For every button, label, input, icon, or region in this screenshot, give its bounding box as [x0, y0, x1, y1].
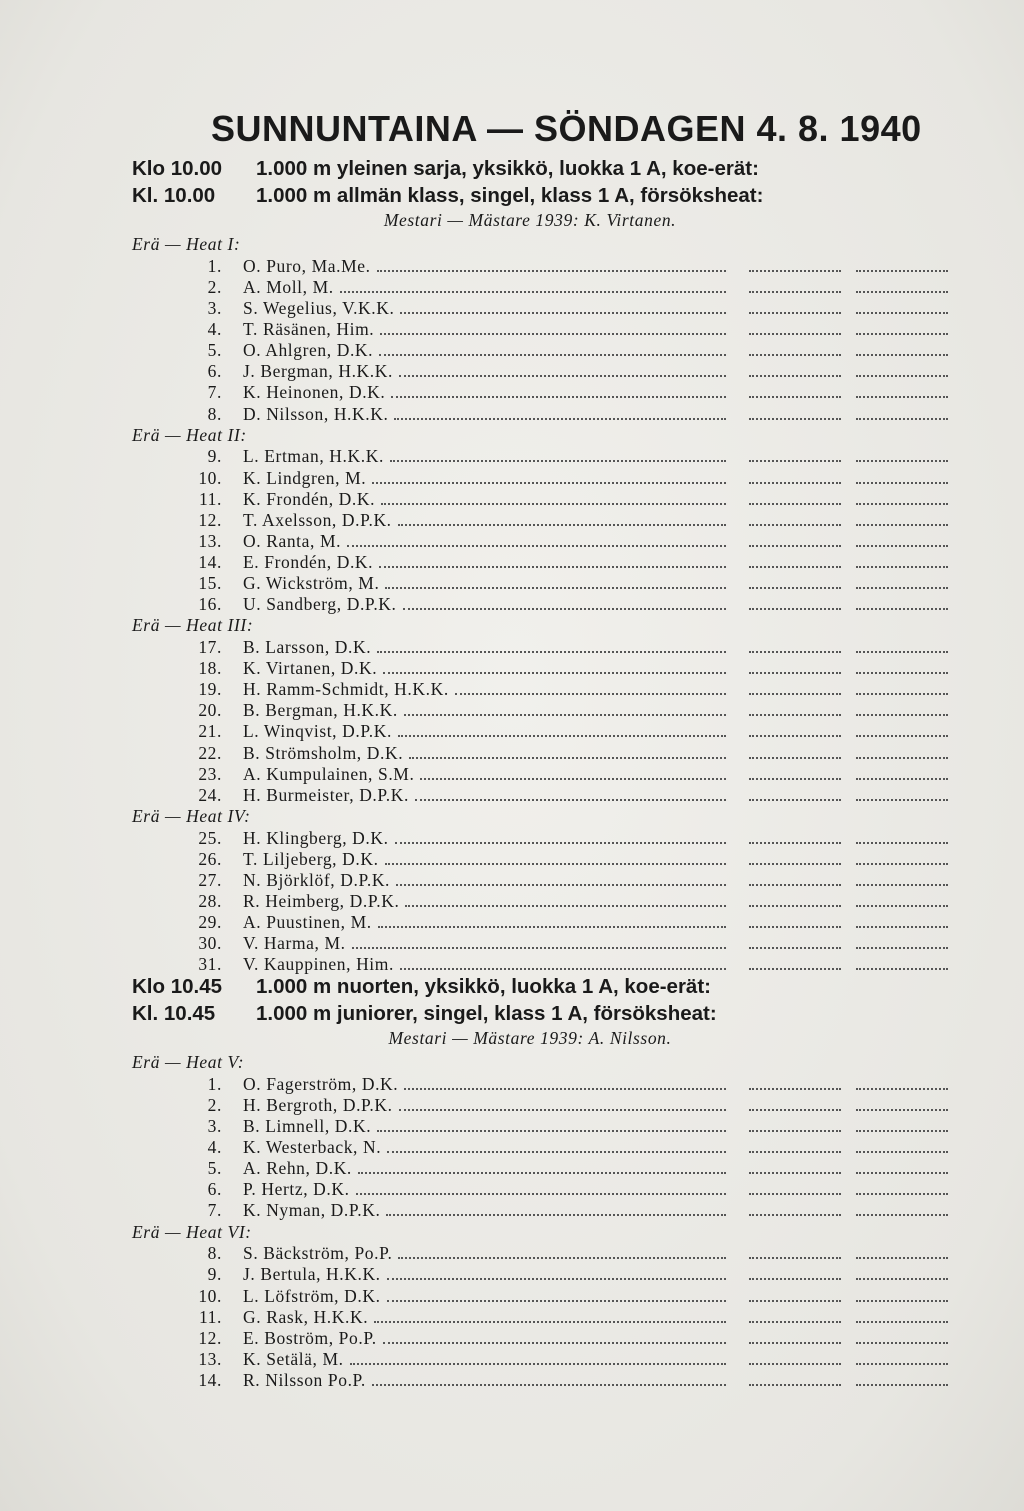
leader-dots: [379, 566, 726, 568]
leader-dots: [381, 503, 726, 505]
entry-name: J. Bertula, H.K.K.: [243, 1264, 381, 1285]
result-field: [856, 1278, 948, 1280]
result-field: [856, 608, 948, 610]
entry-row: [0, 1116, 1024, 1136]
entry-name: B. Bergman, H.K.K.: [243, 700, 398, 721]
entry-name: B. Limnell, D.K.: [243, 1116, 372, 1136]
entry-name: P. Hertz, D.K.: [243, 1179, 350, 1200]
entry-number: 8.: [207, 1243, 222, 1264]
entry-name: L. Winqvist, D.P.K.: [243, 721, 392, 742]
entry-name: R. Nilsson Po.P.: [243, 1369, 366, 1390]
entry-name: S. Wegelius, V.K.K.: [243, 298, 395, 318]
event-time-sv: Kl. 10.00: [132, 184, 216, 207]
entry-number: 24.: [198, 784, 222, 805]
leader-dots: [356, 1193, 726, 1195]
entry-name: K. Westerback, N.: [243, 1137, 382, 1158]
result-field: [749, 1151, 841, 1153]
result-field: [856, 1300, 948, 1302]
result-field: [749, 460, 841, 462]
event-time-fi: Klo 10.00: [132, 157, 223, 180]
entry-name: T. Axelsson, D.P.K.: [243, 509, 392, 530]
result-field: [856, 1342, 948, 1344]
result-field: [749, 1172, 841, 1174]
result-field: [749, 312, 841, 314]
result-field: [749, 1109, 841, 1111]
result-field: [856, 1384, 948, 1386]
entry-row: [0, 658, 1024, 678]
result-field: [856, 735, 948, 737]
leader-dots: [387, 1151, 726, 1153]
leader-dots: [350, 1363, 726, 1365]
result-field: [749, 842, 841, 844]
result-field: [856, 714, 948, 716]
result-field: [749, 799, 841, 801]
leader-dots: [347, 545, 726, 547]
entry-number: 15.: [198, 573, 222, 593]
entry-name: G. Rask, H.K.K.: [243, 1306, 369, 1327]
result-field: [749, 672, 841, 674]
entry-number: 6.: [207, 1179, 222, 1200]
leader-dots: [404, 714, 726, 716]
entry-number: 9.: [207, 446, 222, 467]
result-field: [749, 1300, 841, 1302]
entry-row: [0, 404, 1024, 424]
leader-dots: [380, 333, 726, 335]
entry-row: [0, 340, 1024, 360]
result-field: [749, 418, 841, 420]
entry-number: 5.: [207, 1158, 222, 1179]
leader-dots: [358, 1172, 726, 1174]
entry-number: 13.: [198, 1348, 222, 1369]
entry-number: 2.: [207, 1094, 222, 1115]
result-field: [749, 396, 841, 398]
entry-row: [0, 849, 1024, 869]
result-field: [749, 863, 841, 865]
entry-row: [0, 764, 1024, 784]
entry-number: 7.: [207, 1200, 222, 1221]
entry-name: V. Kauppinen, Him.: [243, 954, 394, 975]
heat-label: Erä — Heat V:: [132, 1052, 245, 1072]
entry-number: 16.: [198, 594, 222, 615]
leader-dots: [404, 1088, 726, 1090]
entry-row: [0, 891, 1024, 911]
result-field: [856, 884, 948, 886]
entry-row: [0, 573, 1024, 593]
event-title-fi: 1.000 m nuorten, yksikkö, luokka 1 A, koe-erät:: [256, 975, 711, 998]
result-field: [749, 1278, 841, 1280]
result-field: [749, 524, 841, 526]
entry-number: 22.: [198, 742, 222, 763]
result-field: [749, 503, 841, 505]
result-field: [856, 418, 948, 420]
entry-row: [0, 954, 1024, 974]
entry-number: 23.: [198, 763, 222, 784]
result-field: [749, 968, 841, 970]
result-field: [749, 1088, 841, 1090]
leader-dots: [403, 608, 726, 610]
leader-dots: [340, 291, 726, 293]
entry-row: [0, 1286, 1024, 1306]
result-field: [749, 651, 841, 653]
entry-row: [0, 319, 1024, 339]
result-field: [856, 1257, 948, 1259]
leader-dots: [400, 312, 726, 314]
leader-dots: [394, 418, 726, 420]
entry-name: S. Bäckström, Po.P.: [243, 1243, 393, 1264]
leader-dots: [385, 863, 726, 865]
entry-row: [0, 446, 1024, 466]
entry-row: [0, 743, 1024, 763]
heat-label: Erä — Heat I:: [132, 234, 241, 254]
entry-name: B. Strömsholm, D.K.: [243, 742, 404, 763]
result-field: [749, 778, 841, 780]
result-field: [856, 312, 948, 314]
result-field: [749, 1130, 841, 1132]
entry-number: 5.: [207, 340, 222, 361]
result-field: [749, 757, 841, 759]
result-field: [749, 545, 841, 547]
leader-dots: [399, 1109, 726, 1111]
entry-row: [0, 1370, 1024, 1390]
leader-dots: [387, 1300, 726, 1302]
result-field: [749, 1214, 841, 1216]
leader-dots: [395, 842, 726, 844]
entry-number: 9.: [207, 1264, 222, 1285]
entry-number: 14.: [198, 551, 222, 572]
entry-number: 20.: [198, 700, 222, 721]
entry-name: K. Setälä, M.: [243, 1348, 344, 1369]
result-field: [856, 863, 948, 865]
result-field: [856, 799, 948, 801]
entry-number: 25.: [198, 827, 222, 848]
result-field: [749, 375, 841, 377]
entry-row: [0, 277, 1024, 297]
entry-name: K. Virtanen, D.K.: [243, 658, 378, 679]
result-field: [749, 291, 841, 293]
result-field: [749, 1321, 841, 1323]
event-time-sv: Kl. 10.45: [132, 1002, 216, 1025]
result-field: [856, 1088, 948, 1090]
entry-row: [0, 1179, 1024, 1199]
entry-number: 4.: [207, 1137, 222, 1158]
leader-dots: [378, 926, 726, 928]
entry-number: 1.: [207, 1073, 222, 1094]
entry-name: L. Löfström, D.K.: [243, 1285, 381, 1306]
entry-row: [0, 785, 1024, 805]
entry-row: [0, 552, 1024, 572]
leader-dots: [420, 778, 726, 780]
entry-row: [0, 468, 1024, 488]
result-field: [856, 905, 948, 907]
heat-label: Erä — Heat III:: [132, 615, 254, 636]
entry-name: K. Frondén, D.K.: [243, 488, 376, 509]
result-field: [856, 270, 948, 272]
page-title: SUNNUNTAINA — SÖNDAGEN 4. 8. 1940: [211, 108, 922, 149]
entry-name: D. Nilsson, H.K.K.: [243, 403, 389, 424]
entry-name: H. Ramm-Schmidt, H.K.K.: [243, 679, 449, 700]
entry-row: [0, 870, 1024, 890]
result-field: [856, 1151, 948, 1153]
leader-dots: [377, 651, 726, 653]
entry-number: 8.: [207, 403, 222, 424]
entry-name: L. Ertman, H.K.K.: [243, 446, 384, 467]
leader-dots: [455, 693, 726, 695]
entry-name: V. Harma, M.: [243, 933, 346, 954]
entry-name: T. Räsänen, Him.: [243, 319, 375, 340]
entry-number: 26.: [198, 848, 222, 869]
entry-name: U. Sandberg, D.P.K.: [243, 594, 397, 615]
result-field: [749, 884, 841, 886]
result-field: [749, 1363, 841, 1365]
leader-dots: [398, 524, 726, 526]
leader-dots: [398, 735, 726, 737]
entry-row: [0, 1264, 1024, 1284]
entry-row: [0, 637, 1024, 657]
entry-row: [0, 361, 1024, 381]
result-field: [749, 926, 841, 928]
result-field: [856, 842, 948, 844]
entry-name: O. Ranta, M.: [243, 530, 342, 551]
entry-name: O. Puro, Ma.Me.: [243, 255, 371, 276]
result-field: [856, 651, 948, 653]
leader-dots: [396, 884, 726, 886]
entry-row: [0, 721, 1024, 741]
entry-row: [0, 933, 1024, 953]
entry-row: [0, 531, 1024, 551]
entry-name: K. Heinonen, D.K.: [243, 382, 386, 403]
entry-name: E. Frondén, D.K.: [243, 551, 374, 572]
entry-row: [0, 1243, 1024, 1263]
result-field: [856, 566, 948, 568]
event-title-sv: 1.000 m juniorer, singel, klass 1 A, försöksheat:: [256, 1002, 717, 1025]
champion-line: Mestari — Mästare 1939: K. Virtanen.: [383, 210, 677, 230]
result-field: [856, 947, 948, 949]
result-field: [856, 1172, 948, 1174]
result-field: [749, 1257, 841, 1259]
result-field: [856, 396, 948, 398]
entry-name: K. Lindgren, M.: [243, 467, 367, 488]
entry-number: 1.: [207, 255, 222, 276]
result-field: [856, 1130, 948, 1132]
event-title-sv: 1.000 m allmän klass, singel, klass 1 A, försöksheat:: [256, 184, 764, 207]
leader-dots: [398, 1257, 726, 1259]
entry-number: 6.: [207, 361, 222, 382]
entry-name: G. Wickström, M.: [243, 573, 380, 593]
entry-row: [0, 912, 1024, 932]
entry-number: 21.: [198, 721, 222, 742]
leader-dots: [372, 482, 726, 484]
entry-row: [0, 510, 1024, 530]
entry-row: [0, 489, 1024, 509]
entry-name: J. Bergman, H.K.K.: [243, 361, 393, 382]
result-field: [749, 1384, 841, 1386]
entry-name: O. Fagerström, D.K.: [243, 1073, 399, 1094]
event-header-sv: [132, 184, 763, 208]
entry-number: 10.: [198, 1285, 222, 1306]
leader-dots: [379, 354, 726, 356]
result-field: [749, 905, 841, 907]
entry-row: [0, 1307, 1024, 1327]
result-field: [749, 333, 841, 335]
result-field: [856, 503, 948, 505]
entry-number: 13.: [198, 530, 222, 551]
heat-label: Erä — Heat II:: [132, 424, 247, 445]
entry-row: [0, 256, 1024, 276]
result-field: [856, 926, 948, 928]
leader-dots: [377, 1130, 726, 1132]
leader-dots: [383, 1342, 726, 1344]
result-field: [856, 1214, 948, 1216]
entry-name: H. Bergroth, D.P.K.: [243, 1094, 393, 1115]
entry-name: E. Boström, Po.P.: [243, 1327, 377, 1348]
leader-dots: [405, 905, 726, 907]
leader-dots: [385, 587, 726, 589]
entry-number: 30.: [198, 933, 222, 954]
result-field: [856, 1363, 948, 1365]
entry-name: A. Kumpulainen, S.M.: [243, 763, 415, 784]
result-field: [749, 735, 841, 737]
entry-row: [0, 1328, 1024, 1348]
entry-name: H. Klingberg, D.K.: [243, 827, 389, 848]
leader-dots: [399, 375, 726, 377]
heat-label: Erä — Heat VI:: [132, 1221, 252, 1242]
entry-number: 12.: [198, 509, 222, 530]
event-title-fi: 1.000 m yleinen sarja, yksikkö, luokka 1 A, koe-erät:: [256, 157, 759, 180]
champion-line: Mestari — Mästare 1939: A. Nilsson.: [388, 1028, 672, 1048]
leader-dots: [386, 1214, 726, 1216]
leader-dots: [377, 270, 726, 272]
entry-name: K. Nyman, D.P.K.: [243, 1200, 381, 1221]
result-field: [856, 1321, 948, 1323]
result-field: [749, 608, 841, 610]
entry-row: [0, 298, 1024, 318]
entry-name: R. Heimberg, D.P.K.: [243, 890, 400, 911]
leader-dots: [409, 757, 726, 759]
result-field: [749, 354, 841, 356]
entry-number: 7.: [207, 382, 222, 403]
entry-number: 4.: [207, 319, 222, 340]
result-field: [749, 270, 841, 272]
result-field: [749, 1193, 841, 1195]
result-field: [856, 545, 948, 547]
result-field: [856, 778, 948, 780]
result-field: [749, 482, 841, 484]
entry-name: A. Moll, M.: [243, 276, 334, 297]
leader-dots: [390, 460, 726, 462]
leader-dots: [415, 799, 726, 801]
entry-number: 19.: [198, 679, 222, 700]
event-time-fi: Klo 10.45: [132, 975, 223, 998]
leader-dots: [352, 947, 726, 949]
result-field: [749, 693, 841, 695]
leader-dots: [400, 968, 726, 970]
entry-row: [0, 1095, 1024, 1115]
event-header-fi: [132, 157, 759, 181]
entry-number: 14.: [198, 1369, 222, 1390]
entry-row: [0, 700, 1024, 720]
result-field: [856, 524, 948, 526]
entry-name: T. Liljeberg, D.K.: [243, 848, 379, 869]
leader-dots: [374, 1321, 726, 1323]
result-field: [749, 566, 841, 568]
entry-row: [0, 1200, 1024, 1220]
entry-number: 2.: [207, 276, 222, 297]
result-field: [749, 1342, 841, 1344]
leader-dots: [372, 1384, 726, 1386]
entry-name: N. Björklöf, D.P.K.: [243, 869, 391, 890]
result-field: [856, 672, 948, 674]
result-field: [749, 714, 841, 716]
result-field: [749, 587, 841, 589]
result-field: [856, 482, 948, 484]
entry-number: 27.: [198, 869, 222, 890]
entry-number: 29.: [198, 912, 222, 932]
entry-number: 11.: [198, 1306, 222, 1327]
entry-name: A. Rehn, D.K.: [243, 1158, 352, 1179]
entry-row: [0, 828, 1024, 848]
entry-number: 10.: [198, 467, 222, 488]
entry-name: H. Burmeister, D.P.K.: [243, 784, 409, 805]
result-field: [856, 460, 948, 462]
entry-name: O. Ahlgren, D.K.: [243, 340, 374, 361]
event-header-fi: [132, 975, 711, 999]
result-field: [856, 354, 948, 356]
leader-dots: [391, 396, 726, 398]
result-field: [856, 757, 948, 759]
result-field: [856, 968, 948, 970]
entry-number: 11.: [198, 488, 222, 509]
entry-number: 17.: [198, 637, 222, 657]
entry-number: 12.: [198, 1327, 222, 1348]
entry-name: A. Puustinen, M.: [243, 912, 372, 932]
result-field: [856, 1109, 948, 1111]
leader-dots: [383, 672, 726, 674]
result-field: [856, 587, 948, 589]
entry-row: [0, 1158, 1024, 1178]
leader-dots: [387, 1278, 726, 1280]
result-field: [856, 333, 948, 335]
entry-number: 31.: [198, 954, 222, 975]
result-field: [749, 947, 841, 949]
entry-row: [0, 679, 1024, 699]
entry-number: 3.: [207, 1116, 222, 1136]
result-field: [856, 375, 948, 377]
entry-row: [0, 1074, 1024, 1094]
entry-row: [0, 1349, 1024, 1369]
entry-row: [0, 594, 1024, 614]
entry-number: 18.: [198, 658, 222, 679]
result-field: [856, 693, 948, 695]
entry-number: 3.: [207, 298, 222, 318]
heat-label: Erä — Heat IV:: [132, 805, 251, 826]
entry-row: [0, 1137, 1024, 1157]
entry-number: 28.: [198, 890, 222, 911]
result-field: [856, 291, 948, 293]
entry-row: [0, 382, 1024, 402]
entry-name: B. Larsson, D.K.: [243, 637, 372, 657]
event-header-sv: [132, 1002, 717, 1026]
result-field: [856, 1193, 948, 1195]
